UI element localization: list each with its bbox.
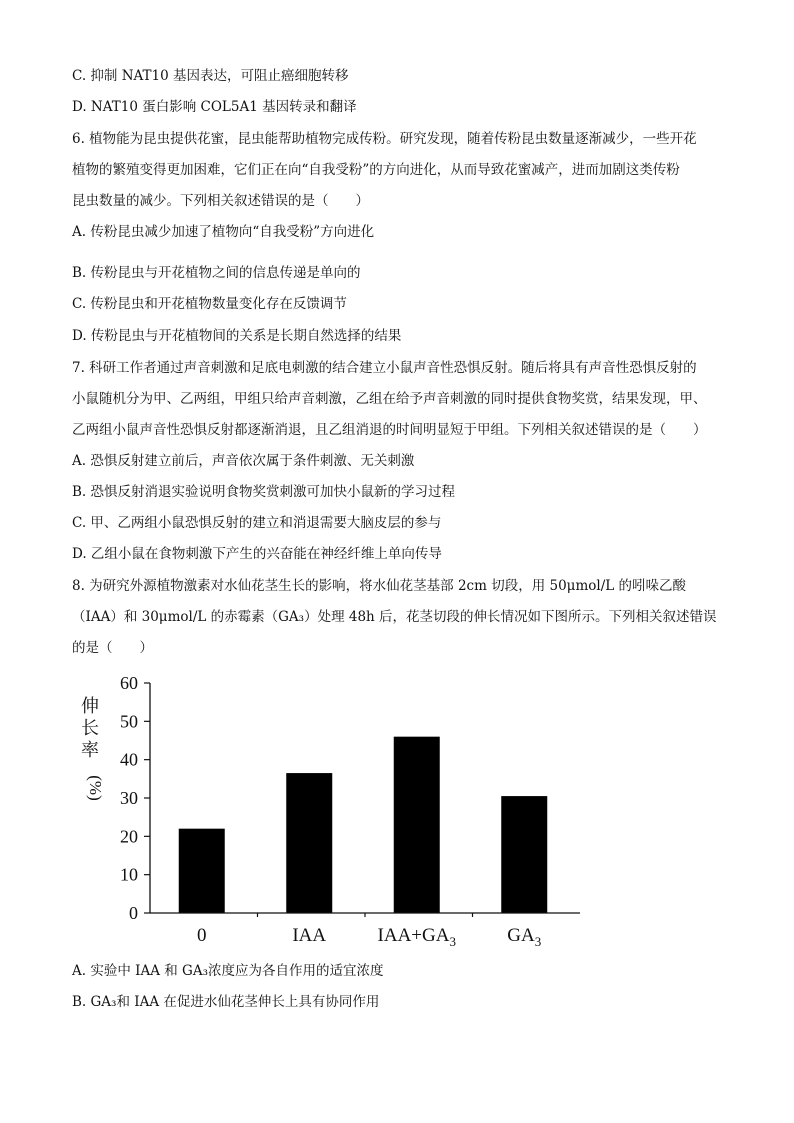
option-b-q8: B. GA₃和 IAA 在促进水仙花茎伸长上具有协同作用: [72, 994, 380, 1010]
bar-iaa: [286, 773, 332, 913]
y-axis-ticks: [120, 673, 150, 923]
y-axis-label: [81, 696, 105, 801]
option-a-q6: A. 传粉昆虫减少加速了植物向“自我受粉”方向进化: [72, 224, 375, 240]
y-tick-label: 10: [120, 864, 138, 885]
y-label-char: 率: [81, 740, 99, 760]
y-tick-label: 30: [120, 788, 138, 808]
question-7-line-3: 乙两组小鼠声音性恐惧反射都逐渐消退，且乙组消退的时间明显短于甲组。下列相关叙述错误的是（ ）: [72, 422, 707, 438]
y-label-char: 伸: [81, 696, 99, 716]
y-label-unit: (%): [86, 775, 105, 801]
question-8-line-2: （IAA）和 30μmol/L 的赤霉素（GA₃）处理 48h 后，花茎切段的伸长情况如下图所示。下列相关叙述错误: [72, 609, 717, 625]
y-tick-label: 0: [129, 903, 138, 923]
question-6-line-2: 植物的繁殖变得更加困难，它们正在向“自我受粉”的方向进化，从而导致花蜜减产，进而加剧这类传粉: [72, 162, 680, 178]
option-a-q7: A. 恐惧反射建立前后，声音依次属于条件刺激、无关刺激: [72, 453, 415, 469]
y-tick-label: 20: [120, 826, 138, 847]
elongation-bar-chart: [70, 670, 590, 955]
question-6-line-3: 昆虫数量的减少。下列相关叙述错误的是（ ）: [72, 193, 369, 209]
option-c-q5: C. 抑制 NAT10 基因表达，可阻止癌细胞转移: [72, 68, 349, 84]
y-label-char: 长: [81, 718, 99, 738]
question-6-line-1: 6. 植物能为昆虫提供花蜜，昆虫能帮助植物完成传粉。研究发现，随着传粉昆虫数量逐渐减少，一些开花: [72, 131, 697, 147]
x-tick-label: $GA_3$: [507, 925, 542, 949]
x-tick-label: IAA: [292, 925, 327, 946]
option-b-q7: B. 恐惧反射消退实验说明食物奖赏刺激可加快小鼠新的学习过程: [72, 484, 456, 500]
bar-iaa-ga3: [394, 737, 440, 913]
option-b-q6: B. 传粉昆虫与开花植物之间的信息传递是单向的: [72, 265, 361, 281]
option-c-q6: C. 传粉昆虫和开花植物数量变化存在反馈调节: [72, 296, 347, 312]
question-8-line-3: 的是（ ）: [72, 640, 153, 656]
bar-0: [179, 829, 225, 913]
option-d-q6: D. 传粉昆虫与开花植物间的关系是长期自然选择的结果: [72, 328, 402, 344]
question-7-line-1: 7. 科研工作者通过声音刺激和足底电刺激的结合建立小鼠声音性恐惧反射。随后将具有声音性恐惧反射的: [72, 360, 697, 376]
y-tick-label: 50: [120, 711, 138, 732]
y-tick-label: 40: [120, 749, 138, 770]
x-axis-ticks: [197, 913, 541, 949]
y-tick-label: 60: [120, 673, 138, 693]
bars: [179, 737, 548, 913]
question-7-line-2: 小鼠随机分为甲、乙两组，甲组只给声音刺激，乙组在给予声音刺激的同时提供食物奖赏，结果发现，甲、: [72, 391, 707, 407]
option-a-q8: A. 实验中 IAA 和 GA₃浓度应为各自作用的适宜浓度: [72, 963, 384, 979]
option-d-q7: D. 乙组小鼠在食物刺激下产生的兴奋能在神经纤维上单向传导: [72, 546, 442, 562]
x-tick-label: $IAA+GA_3$: [377, 925, 456, 949]
question-8-line-1: 8. 为研究外源植物激素对水仙花茎生长的影响，将水仙花茎基部 2cm 切段，用 50μmol/L 的吲哚乙酸: [72, 578, 686, 594]
option-c-q7: C. 甲、乙两组小鼠恐惧反射的建立和消退需要大脑皮层的参与: [72, 515, 442, 531]
option-d-q5: D. NAT10 蛋白影响 COL5A1 基因转录和翻译: [72, 99, 357, 115]
x-tick-label: 0: [197, 925, 207, 946]
bar-ga3: [501, 796, 547, 913]
